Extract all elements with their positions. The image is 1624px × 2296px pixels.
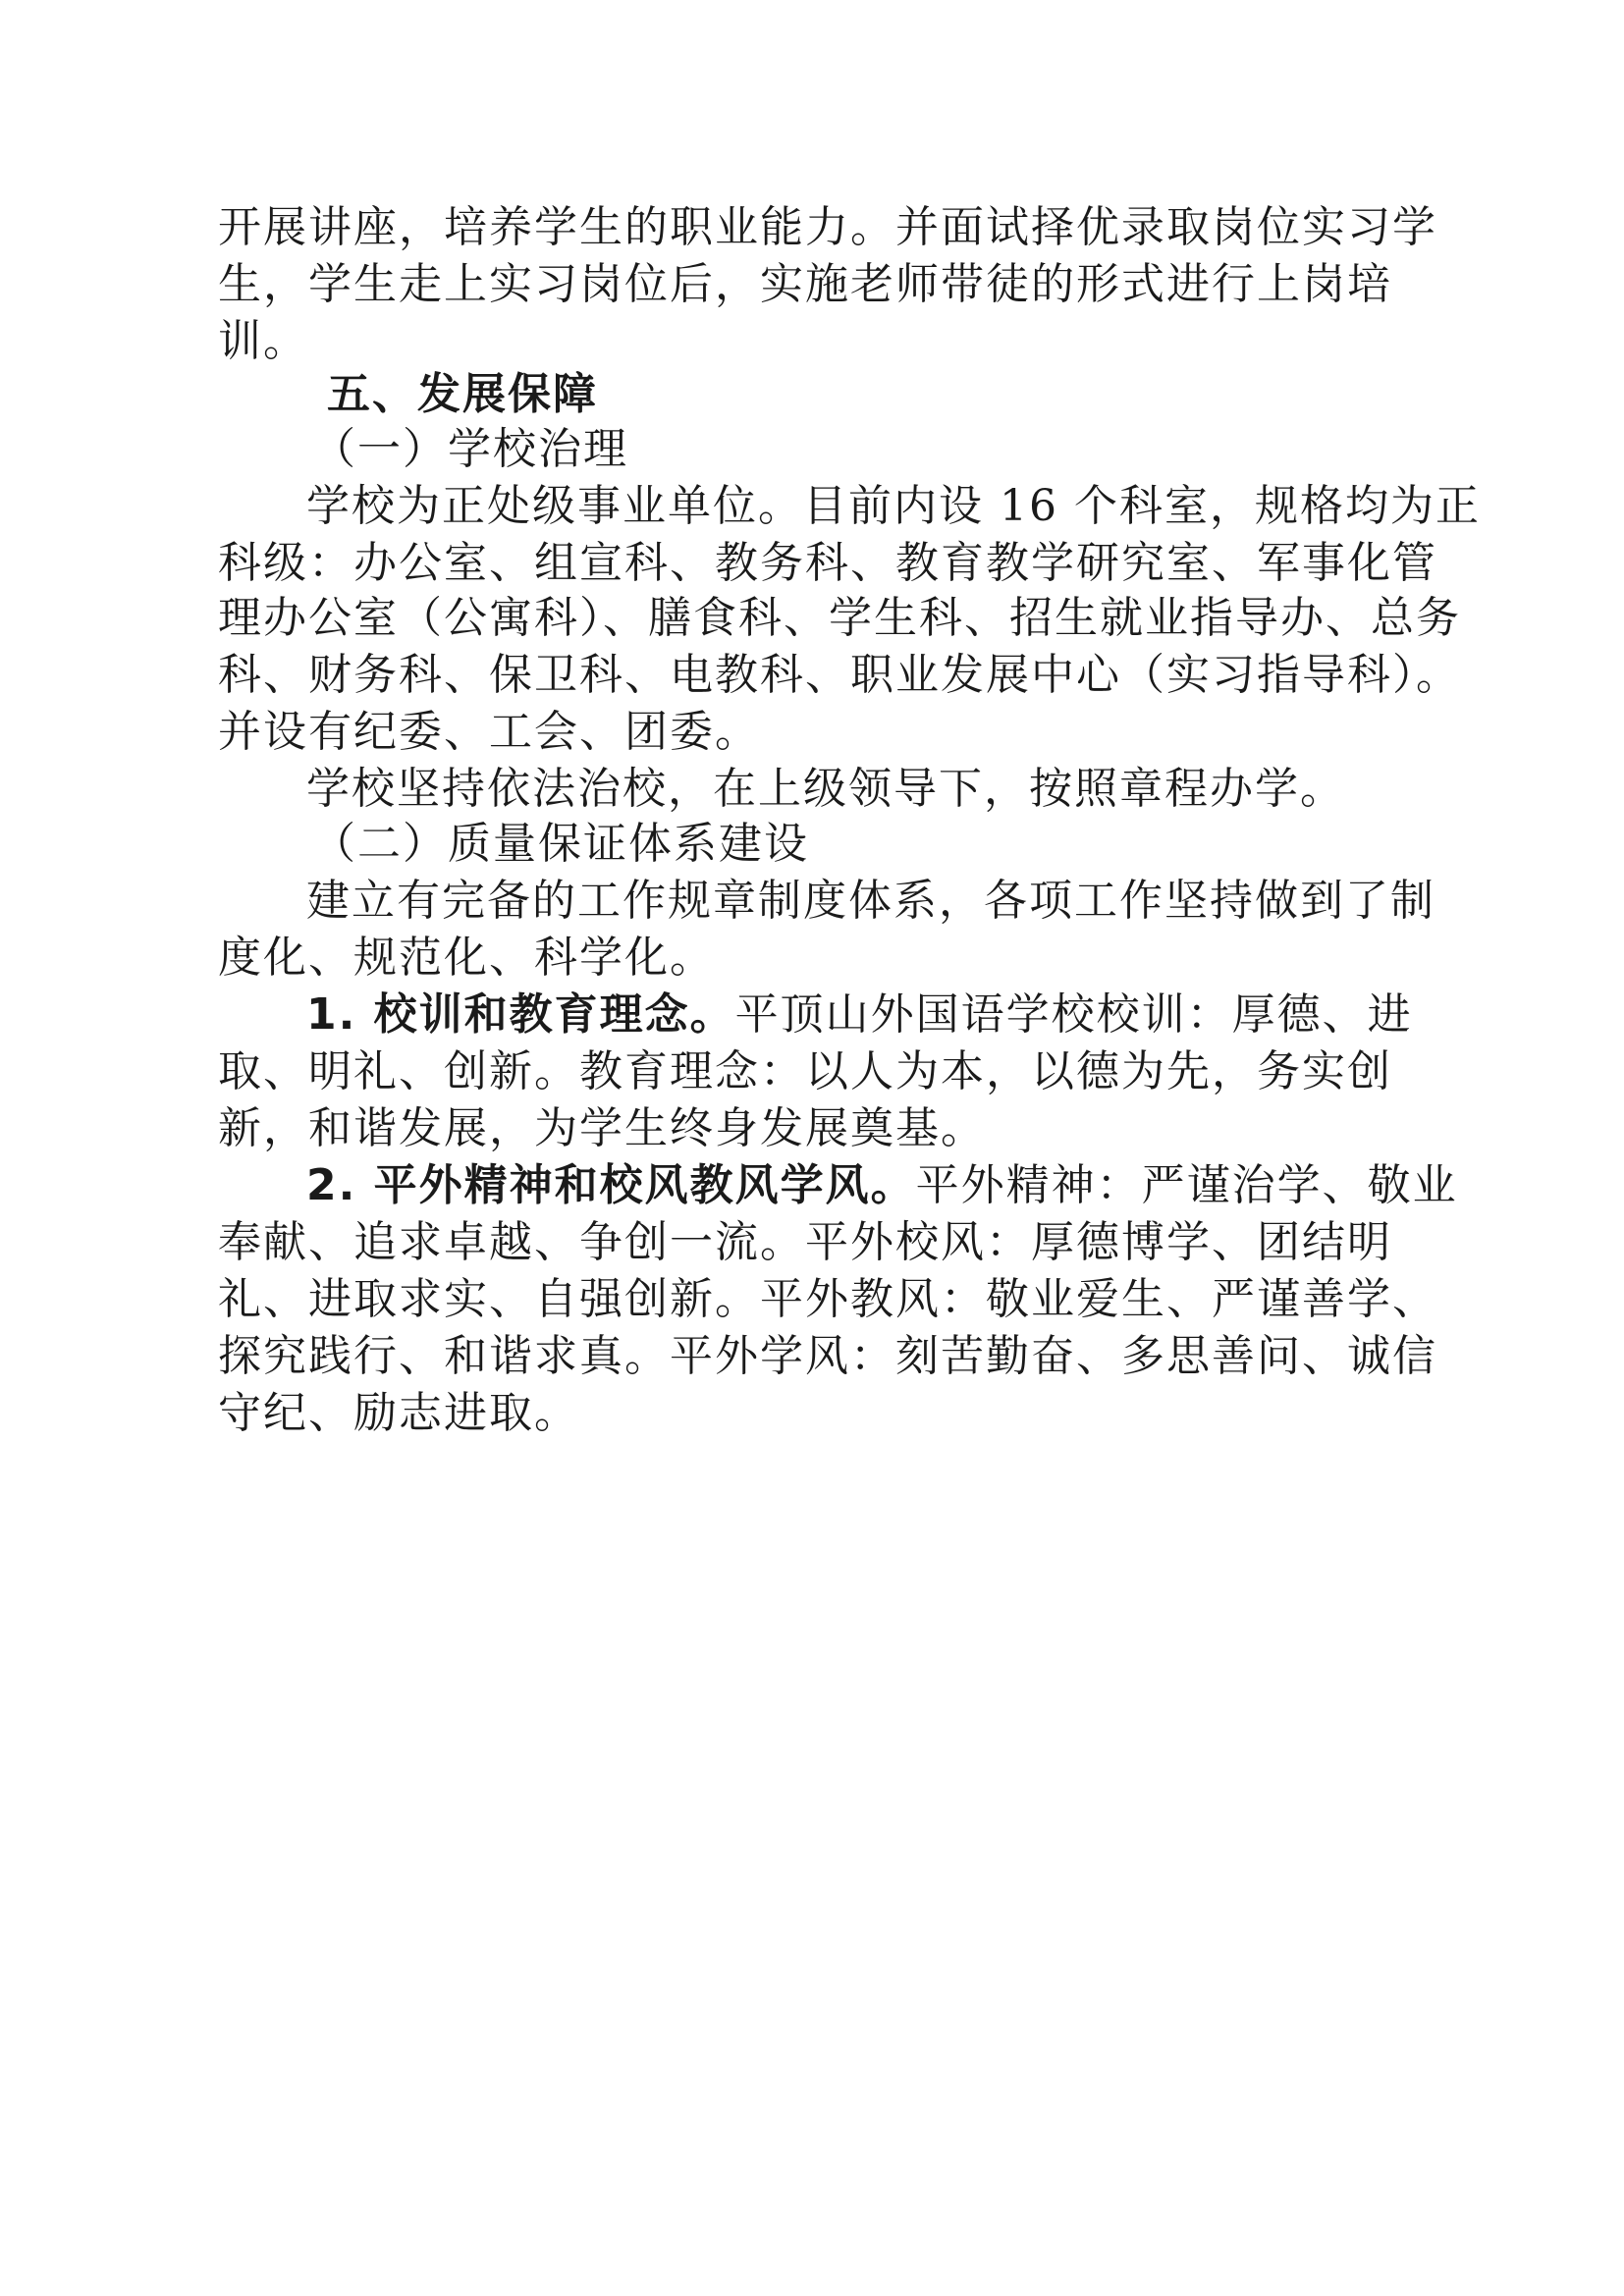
para-line: 守纪、励志进取。 (218, 1388, 579, 1438)
subsection-heading-2: （二）质量保证体系建设 (312, 819, 809, 869)
intro-line-3: 训。 (218, 316, 308, 366)
para-line: 理办公室（公寓科）、膳食科、学生科、招生就业指导办、总务 (218, 593, 1461, 643)
para-line: 探究践行、和谐求真。平外学风：刻苦勤奋、多思善问、诚信 (218, 1331, 1437, 1381)
para-line: 新，和谐发展，为学生终身发展奠基。 (218, 1103, 986, 1153)
item-2-line-1 (306, 1156, 1458, 1215)
item-1-line-1 (306, 986, 1413, 1044)
para-line: 学校为正处级事业单位。目前内设 16 个科室，规格均为正 (306, 481, 1481, 531)
para-line: 学校坚持依法治校，在上级领导下，按照章程办学。 (306, 764, 1345, 814)
section-heading: 五、发展保障 (327, 369, 598, 419)
para-line: 奉献、追求卓越、争创一流。平外校风：厚德博学、团结明 (218, 1217, 1392, 1267)
intro-line-2: 生，学生走上实习岗位后，实施老师带徒的形式进行上岗培 (218, 259, 1392, 309)
para-line: 度化、规范化、科学化。 (218, 933, 715, 983)
para-line: 取、明礼、创新。教育理念：以人为本，以德为先，务实创 (218, 1046, 1392, 1096)
subsection-heading-1: （一）学校治理 (312, 424, 628, 474)
item-2-text: 平外精神：严谨治学、敬业 (915, 1160, 1458, 1210)
item-2-bold-title: 2. 平外精神和校风教风学风。 (306, 1160, 916, 1210)
item-1-bold-title: 1. 校训和教育理念。 (306, 989, 735, 1040)
item-1-text: 平顶山外国语学校校训：厚德、进 (734, 989, 1413, 1040)
para-line: 科、财务科、保卫科、电教科、职业发展中心（实习指导科）。 (218, 650, 1461, 700)
intro-line-1: 开展讲座，培养学生的职业能力。并面试择优录取岗位实习学 (218, 202, 1437, 252)
para-line: 科级：办公室、组宣科、教务科、教育教学研究室、军事化管 (218, 538, 1437, 588)
para-line: 建立有完备的工作规章制度体系，各项工作坚持做到了制 (306, 876, 1435, 926)
para-line: 并设有纪委、工会、团委。 (218, 707, 760, 757)
para-line: 礼、进取求实、自强创新。平外教风：敬业爱生、严谨善学、 (218, 1274, 1437, 1324)
